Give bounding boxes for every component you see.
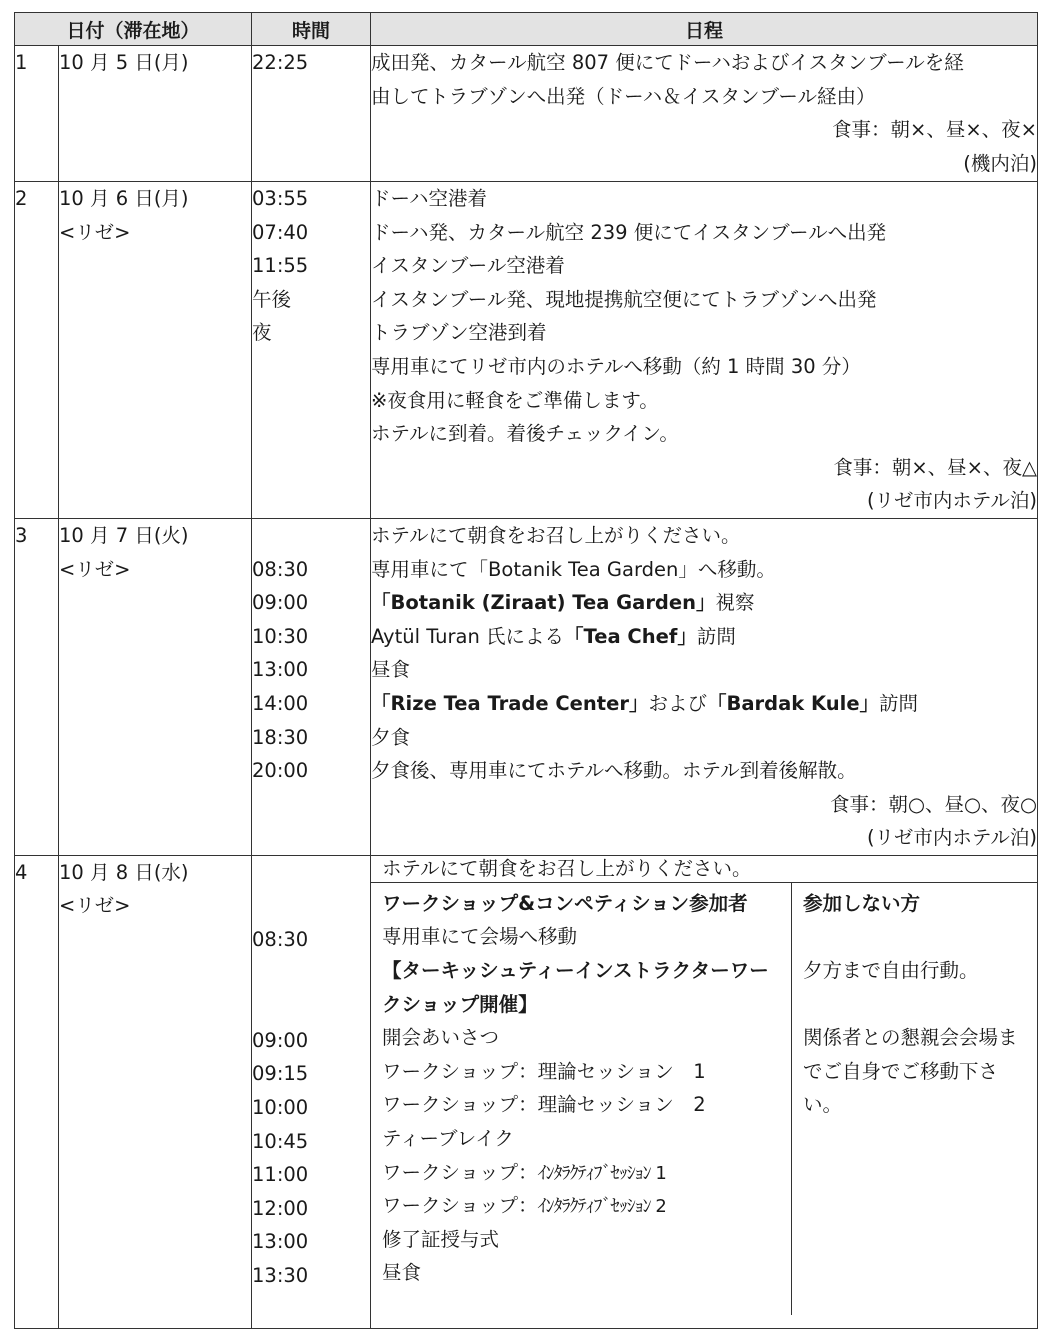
- day-date: 10 月 7 日(火) <リゼ>: [59, 518, 252, 855]
- meals-line: 食事：朝○、昼○、夜○: [829, 792, 1038, 816]
- day-date: 10 月 5 日(月): [59, 46, 252, 182]
- schedule-line: 「Botanik (Ziraat) Tea Garden」視察: [371, 591, 755, 615]
- day-place: <リゼ>: [59, 557, 131, 581]
- schedule-line: 「Rize Tea Trade Center」および「Bardak Kule」訪問: [371, 691, 919, 715]
- day-date: 10 月 6 日(月) <リゼ>: [59, 182, 252, 519]
- schedule-line: ホテルに到着。着後チェックイン。: [371, 422, 679, 446]
- schedule-line: トラブゾン空港到着: [371, 321, 547, 345]
- day-schedule: [371, 182, 1038, 519]
- schedule-line: 成田発、カタール航空 807 便にてドーハおよびイスタンブールを経: [371, 51, 964, 74]
- day-times: 08:30 09:00 10:30 13:00 14:00 18:30 20:00: [252, 518, 371, 855]
- schedule-line: イスタンブール空港着: [371, 254, 565, 278]
- schedule-line: ティーブレイク: [382, 1127, 514, 1151]
- day-place: <リゼ>: [59, 894, 131, 918]
- workshop-title: 【ターキッシュティーインストラクターワークショップ開催】: [382, 959, 769, 1016]
- schedule-line: ワークショップ：理論セッション 1: [382, 1059, 706, 1083]
- schedule-line: ワークショップ：ｲﾝﾀﾗｸﾃｨﾌﾞｾｯｼｮﾝ 2: [382, 1194, 666, 1218]
- day-times: 03:55 07:40 11:55 午後 夜: [252, 182, 371, 519]
- day-schedule: [371, 855, 1038, 1328]
- day-number: 1: [15, 46, 59, 182]
- schedule-line: 昼食: [371, 658, 411, 682]
- schedule-line: 開会あいさつ: [382, 1026, 500, 1050]
- schedule-line: 由してトラブゾンへ出発（ドーハ＆イスタンブール経由）: [371, 84, 876, 108]
- day-schedule: [371, 518, 1038, 855]
- split-columns: [371, 882, 1037, 1315]
- schedule-line: ホテルにて朝食をお召し上がりください。: [382, 856, 752, 880]
- schedule-line: ホテルにて朝食をお召し上がりください。: [371, 523, 741, 547]
- day-times: 08:30 09:00 09:15 10:00 10:45 11:00 12:00 13:00 13:30: [252, 855, 371, 1328]
- schedule-line: 夕食: [371, 725, 411, 749]
- day-number: 4: [15, 855, 59, 1328]
- day-date: 10 月 8 日(水) <リゼ>: [59, 855, 252, 1328]
- schedule-line: 夕食後、専用車にてホテルへ移動。ホテル到着後解散。: [371, 759, 857, 783]
- meals-line: 食事：朝×、昼×、夜×: [831, 118, 1038, 142]
- schedule-line: ドーハ発、カタール航空 239 便にてイスタンブールへ出発: [371, 220, 887, 244]
- day-row-4: [15, 855, 1038, 1328]
- header-time: 時間: [252, 13, 371, 46]
- schedule-line: 昼食: [382, 1261, 422, 1285]
- reception-note: 関係者との懇親会会場までご自身でご移動下さい。: [803, 1026, 1018, 1117]
- schedule-line: 専用車にて会場へ移動: [382, 925, 578, 949]
- header-date: 日付（滞在地）: [15, 13, 252, 46]
- header-row: [15, 13, 1038, 46]
- participants-column: [371, 883, 792, 1315]
- schedule-line: 専用車にて「Botanik Tea Garden」へ移動。: [371, 557, 776, 581]
- schedule-line: ワークショップ：理論セッション 2: [382, 1093, 706, 1117]
- day-row-3: [15, 518, 1038, 855]
- stay-line: (リゼ市内ホテル泊): [866, 826, 1038, 850]
- non-participants-column: [792, 883, 1037, 1315]
- meals-line: 食事：朝×、昼×、夜△: [833, 455, 1038, 479]
- day-place: <リゼ>: [59, 220, 131, 244]
- stay-line: (機内泊): [963, 151, 1038, 175]
- schedule-line: 専用車にてリゼ市内のホテルへ移動（約 1 時間 30 分）: [371, 354, 861, 378]
- header-schedule: 日程: [371, 13, 1038, 46]
- stay-line: (リゼ市内ホテル泊): [866, 489, 1038, 513]
- schedule-line: ※夜食用に軽食をご準備します。: [371, 388, 659, 412]
- day-schedule: [371, 46, 1038, 182]
- day-number: 2: [15, 182, 59, 519]
- day-times: 22:25: [252, 46, 371, 182]
- schedule-line: ドーハ空港着: [371, 187, 488, 210]
- schedule-line: Aytül Turan 氏による「Tea Chef」訪問: [371, 624, 736, 648]
- itinerary-table: [14, 12, 1038, 1329]
- day-row-1: [15, 46, 1038, 182]
- schedule-line: ワークショップ：ｲﾝﾀﾗｸﾃｨﾌﾞｾｯｼｮﾝ 1: [382, 1160, 666, 1184]
- free-time-note: 夕方まで自由行動。: [803, 959, 979, 983]
- schedule-line: 修了証授与式: [382, 1227, 500, 1251]
- non-participants-heading: 参加しない方: [803, 891, 921, 915]
- participants-heading: ワークショップ&コンペティション参加者: [382, 891, 748, 915]
- schedule-line: イスタンブール発、現地提携航空便にてトラブゾンへ出発: [371, 287, 877, 311]
- day-row-2: [15, 182, 1038, 519]
- day-number: 3: [15, 518, 59, 855]
